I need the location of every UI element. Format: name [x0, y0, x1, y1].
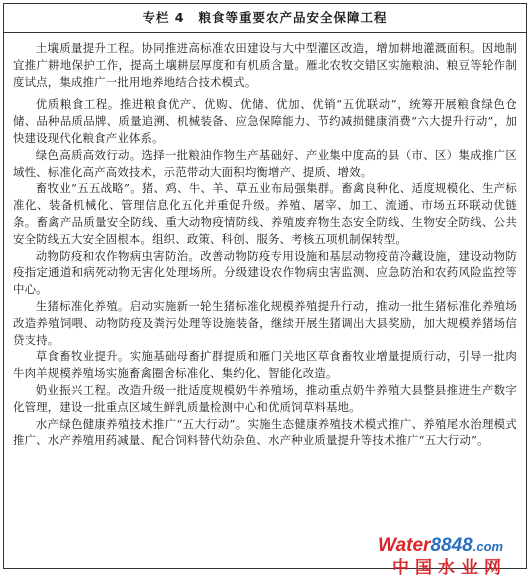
paragraph-disease-control: 动物防疫和农作物病虫害防治。改善动物防疫专用设施和基层动物疫苗冷藏设施，建设动物防疫指定通道和病死动物无害化处理场所。分级建设农作物病虫害监测、应急防治和农药风险监控等中心。	[13, 248, 517, 297]
watermark-brand-suffix: .com	[472, 539, 504, 554]
box-content	[4, 33, 526, 449]
box-label: 专栏 4	[142, 10, 185, 25]
paragraph-soil-quality: 土壤质量提升工程。协同推进高标准农田建设与大中型灌区改造，增加耕地灌溉面积。因地制宜推广耕地保护工作，提高土壤耕层厚度和有机质含量。雁北农牧交错区实施粮油、粮豆等轮作制度试点，集成推广一批用地养地结合技术模式。	[13, 41, 517, 89]
watermark-cn: 中国水业网	[392, 558, 507, 577]
column-box	[3, 3, 527, 569]
watermark-brand-red: Water	[378, 535, 431, 556]
paragraph-aquaculture: 水产绿色健康养殖技术推广“五大行动”。实施生态健康养殖技术模式推广、养殖尾水治理模式推广、水产养殖用药减量、配合饲料替代幼杂鱼、水产种业质量提升等技术推广“五大行动”。	[13, 416, 517, 448]
site-watermark-logo	[372, 531, 528, 577]
paragraph-dairy-revival: 奶业振兴工程。改造升级一批适度规模奶牛养殖场，推动重点奶牛养殖大县整县推进生产数字化管理，建设一批重点区域生鲜乳质量检测中心和优质饲草料基地。	[13, 382, 517, 414]
paragraph-herbivore-livestock: 草食畜牧业提升。实施基础母畜扩群提质和雁门关地区草食畜牧业增量提质行动，引导一批肉牛肉羊规模养殖场实施畜禽圈舍标准化、集约化、智能化改造。	[13, 349, 517, 381]
paragraph-grain-project: 优质粮食工程。推进粮食优产、优购、优储、优加、优销“五优联动”，统筹开展粮食绿色仓储、品种品质品牌、质量追溯、机械装备、应急保障能力、节约减损健康消费“六大提升行动”，加快建设现代化粮食产业体系。	[13, 97, 517, 145]
paragraph-livestock-strategy: 畜牧业“五五战略”。猪、鸡、牛、羊、草五业布局强集群。畜禽良种化、适度规模化、生产标准化、装备机械化、管理信息化五化并重促升级。养殖、屠宰、加工、流通、市场五环联动优链条。畜禽产品质量安全防线、重大动物疫情防线、养殖废弃物生态安全防线、生物安全防线、公共安全防线五大安全固根本。组织、政策、科创、服务、考核五项机制保转型。	[13, 181, 517, 246]
box-header	[4, 4, 526, 33]
box-title: 粮食等重要农产品安全保障工程	[198, 10, 388, 25]
svg-text:Water8848.com	[378, 535, 504, 556]
paragraph-pig-farming: 生猪标准化养殖。启动实施新一轮生猪标准化规模养殖提升行动，推动一批生猪标准化养殖场改造养殖饲喂、动物防疫及粪污处理等设施装备，继续开展生猪调出大县奖励，加大规模养猪场信贷支持。	[13, 298, 517, 347]
paragraph-green-efficiency: 绿色高质高效行动。选择一批粮油作物生产基础好、产业集中度高的县（市、区）集成推广区域性、标准化高产高效技术，示范带动大面积均衡增产、提质、增效。	[13, 147, 517, 179]
watermark-brand-blue: 8848	[430, 535, 473, 556]
